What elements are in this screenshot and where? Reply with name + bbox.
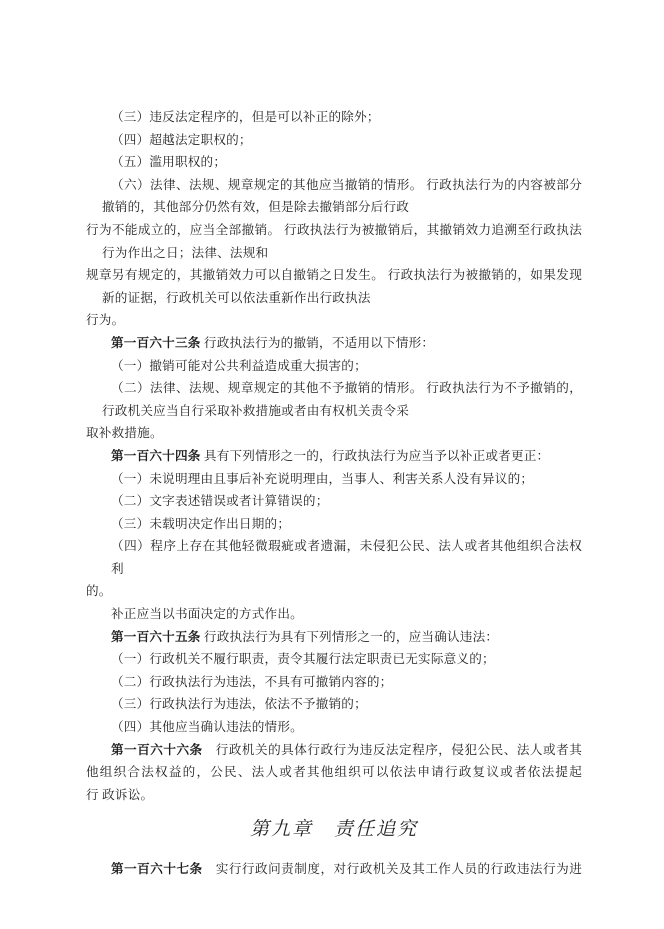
text-line: （二）法律、法规、规章规定的其他不予撤销的情形。 行政执法行为不予撤销的， [111,381,582,396]
text-line: 撤销的，其他部分仍然有效，但是除去撤销部分后行政 [102,200,410,215]
text-line: （二）行政执法行为违法，不具有可撤销内容的； [111,674,393,689]
text-line: 取补救措施。 [86,426,163,441]
text-line: （四）其他应当确认违法的情形。 [111,720,303,735]
text-line [86,445,582,468]
text-line: （三）行政执法行为违法，依法不予撤销的； [111,697,367,712]
text-line: （二）文字表述错误或者计算错误的； [111,494,329,509]
text-line: （五）滥用职权的； [111,155,227,170]
article-number: 第一百六十七条 [111,862,203,877]
article-number: 第一百六十三条 [111,335,201,350]
text-line: （四）程序上存在其他轻微瑕疵或者遗漏，未侵犯公民、法人或者其他组织合法权 利 [111,539,582,576]
text-line: （四）超越法定职权的； [111,132,252,147]
text-line: 规章另有规定的，其撤销效力可以自撤销之日发生。 行政执法行为被撤销的，如果发现 [86,268,582,283]
text-line: 行政机关应当自行采取补救措施或者由有权机关责令采 [102,403,410,418]
line-text: 具有下列情形之一的，行政执法行为应当予以补正或者更正： [200,448,550,463]
text-line: （一）未说明理由且事后补充说明理由，当事人、利害关系人没有异议的； [111,471,534,486]
text-line: 行为。 [86,313,125,328]
text-line: （六）法律、法规、规章规定的其他应当撤销的情形。 行政执法行为的内容被部分 [111,177,582,192]
line-text: 行政执法行为具有下列情形之一的，应当确认违法： [200,629,499,644]
document-body [86,106,582,881]
line-text: 行政机关的具体行政行为违反法定程序，侵犯公民、法人或者其 [202,742,582,757]
text-line: （一）行政机关不履行职责，责令其履行法定职责已无实际意义的； [111,652,495,667]
text-line: （一）撤销可能对公共利益造成重大损害的； [111,358,367,373]
text-line: 他组织合法权益的，公民、法人或者其他组织可以依法申请行政复议或者依法提起 [86,765,582,780]
text-line: （三）未载明决定作出日期的； [111,516,291,531]
text-line [86,332,582,355]
chapter-heading: 第九章 责任追究 [249,819,418,841]
text-line: 补正应当以书面决定的方式作出。 [111,607,303,622]
line-text: 行政执法行为的撤销，不适用以下情形： [200,335,435,350]
article-number: 第一百六十四条 [111,448,201,463]
article-number: 第一百六十六条 [111,742,203,757]
article-number: 第一百六十五条 [111,629,201,644]
text-line: 的。 [86,584,112,599]
text-line: 行 政诉讼。 [86,787,154,802]
text-line: （三）违反法定程序的，但是可以补正的除外； [111,110,380,124]
text-line: 新的证据，行政机关可以依法重新作出行政执法 [102,290,371,305]
text-line [86,858,582,881]
line-text: 实行行政问责制度，对行政机关及其工作人员的行政违法行为进 [202,862,582,877]
text-line [86,626,582,649]
text-line: 行为不能成立的，应当全部撤销。 行政执法行为被撤销后，其撤销效力追溯至行政执法 [86,222,582,237]
text-line [86,739,582,762]
text-line: 行为作出之日；法律、法规和 [102,245,269,260]
